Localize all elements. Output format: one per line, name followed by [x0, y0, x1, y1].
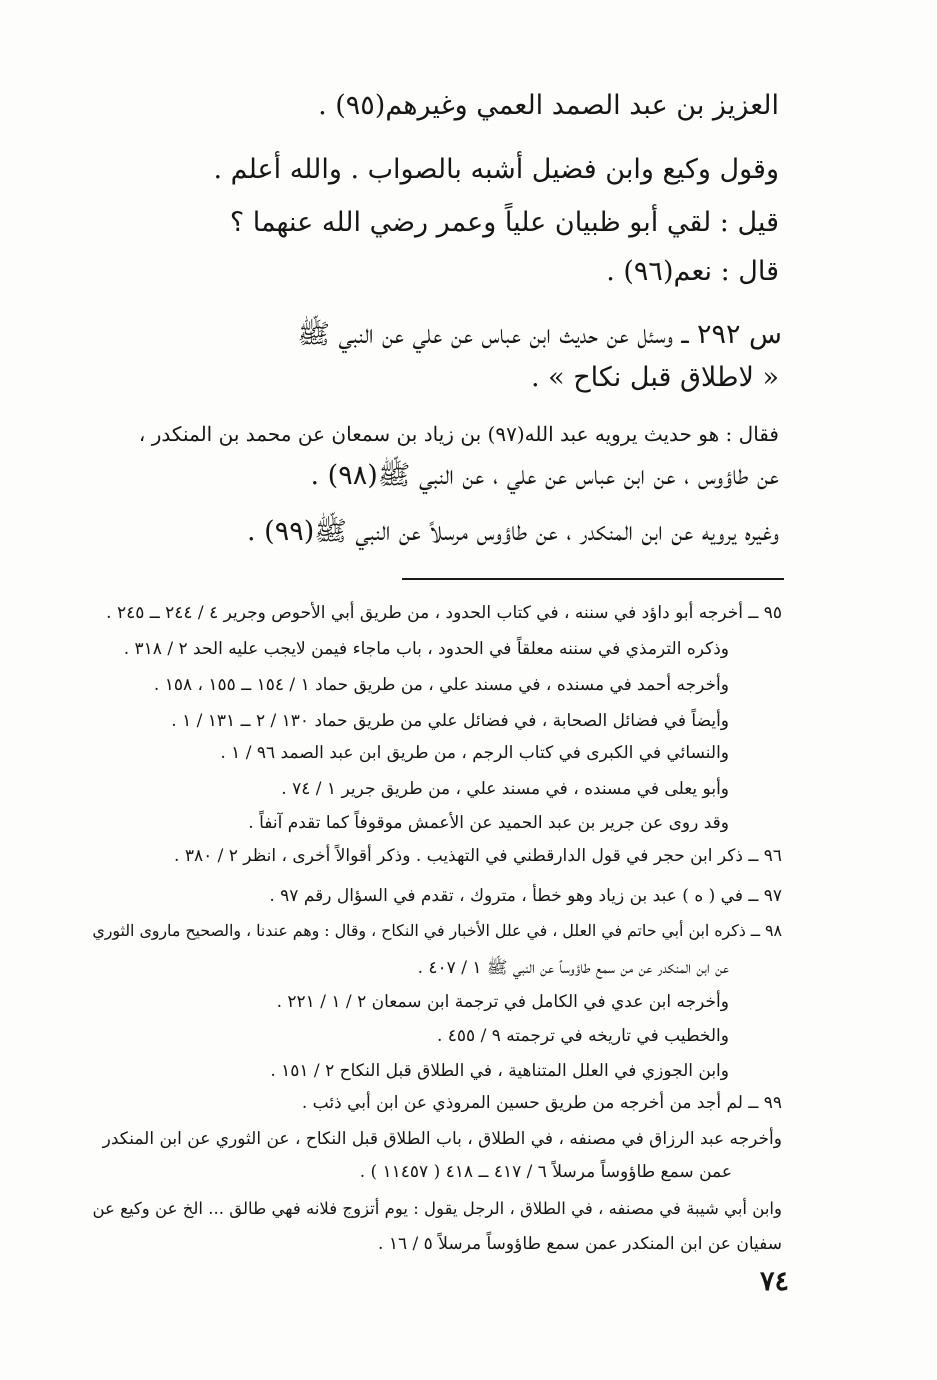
footnote-98-line-2: عن ابن المنكدر عن من سمع طاؤوساً عن النبي ﷺ ١ / ٤٠٧ . [417, 958, 729, 978]
main-line-8: عن طاؤوس ، عن ابن عباس عن علي ، عن النبي ﷺ(٩٨) . [310, 460, 779, 491]
footnote-99-line-5: سفيان عن ابن المنكدر عمن سمع طاؤوساً مرسلاً ٥ / ١٦ . [378, 1234, 782, 1254]
footnote-99-line-3: عمن سمع طاؤوساً مرسلاً ٦ / ٤١٧ ــ ٤١٨ ( ١١٤٥٧ ) . [359, 1162, 732, 1182]
footnote-98-line-3: وأخرجه ابن عدي في الكامل في ترجمة ابن سمعان ٢ / ١ / ٢٢١ . [276, 992, 729, 1012]
page-number: ٧٤ [759, 1266, 789, 1297]
footnote-95-line-3: وأخرجه أحمد في مسنده ، في مسند علي ، من طريق حماد ١ / ١٥٤ ــ ١٥٥ ، ١٥٨ . [153, 675, 729, 695]
main-line-6: « لاطلاق قبل نكاح » . [530, 362, 779, 393]
main-line-4: قال : نعم(٩٦) . [606, 256, 779, 287]
footnote-98-line-1: ٩٨ ــ ذكره ابن أبي حاتم في العلل ، في علل الأخبار في النكاح ، وقال : وهم عندنا ، والصحيح ماروى الثوري [92, 921, 782, 940]
footnote-95-line-7: وقد روى عن جرير بن عبد الحميد عن الأعمش موقوفاً كما تقدم آنفاً . [248, 813, 729, 833]
main-line-2: وقول وكيع وابن فضيل أشبه بالصواب . والله أعلم . [213, 154, 779, 185]
footnote-96: ٩٦ ــ ذكر ابن حجر في قول الدارقطني في التهذيب . وذكر أقوالاً أخرى ، انظر ٢ / ٣٨٠ . [174, 846, 782, 866]
footnote-98-line-4: والخطيب في تاريخه في ترجمته ٩ / ٤٥٥ . [436, 1026, 729, 1046]
main-line-7: فقال : هو حديث يرويه عبد الله(٩٧) بن زياد بن سمعان عن محمد بن المنكدر ، [138, 422, 779, 446]
footnote-95-line-2: وذكره الترمذي في سننه معلقاً في الحدود ، باب ماجاء فيمن لايجب عليه الحد ٢ / ٣١٨ . [123, 639, 729, 659]
question-heading: س ٢٩٢ ــ وسئل عن حديث ابن عباس عن علي عن النبي ﷺ [297, 319, 782, 350]
footnote-95-line-5: والنسائي في الكبرى في كتاب الرجم ، من طريق ابن عبد الصمد ٩٦ / ١ . [220, 743, 729, 763]
main-line-3: قيل : لقي أبو ظبيان علياً وعمر رضي الله عنهما ؟ [229, 207, 779, 238]
footnote-95-line-6: وأبو يعلى في مسنده ، في مسند علي ، من طريق جرير ١ / ٧٤ . [281, 779, 729, 799]
footnote-97: ٩٧ ــ في ( ه ) عبد بن زياد وهو خطأ ، متروك ، تقدم في السؤال رقم ٩٧ . [269, 886, 782, 906]
footnote-95-line-1: ٩٥ ــ أخرجه أبو داؤد في سننه ، في كتاب الحدود ، من طريق أبي الأحوص وجرير ٤ / ٢٤٤ ــ ٢٤٥ . [106, 603, 782, 623]
footnote-99-line-1: ٩٩ ــ لم أجد من أخرجه من طريق حسين المروذي عن ابن أبي ذئب . [301, 1093, 782, 1113]
footnote-99-line-2: وأخرجه عبد الرزاق في مصنفه ، في الطلاق ، باب الطلاق قبل النكاح ، عن الثوري عن ابن المنكدر [102, 1129, 782, 1149]
footnote-95-line-4: وأيضاً في فضائل الصحابة ، في فضائل علي من طريق حماد ١٣٠ / ٢ ــ ١٣١ / ١ . [171, 711, 729, 731]
footnote-98-line-5: وابن الجوزي في العلل المتناهية ، في الطلاق قبل النكاح ٢ / ١٥١ . [270, 1061, 729, 1081]
footnote-99-line-4: وابن أبي شيبة في مصنفه ، في الطلاق ، الرجل يقول : يوم أتزوج فلانه فهي طالق ... الخ عن وكيع عن [92, 1199, 782, 1218]
footnote-divider [402, 578, 784, 580]
main-line-9: وغيره يرويه عن ابن المنكدر ، عن طاؤوس مرسلاً عن النبي ﷺ(٩٩) . [246, 516, 779, 547]
main-line-1: العزيز بن عبد الصمد العمي وغيرهم(٩٥) . [318, 90, 779, 121]
